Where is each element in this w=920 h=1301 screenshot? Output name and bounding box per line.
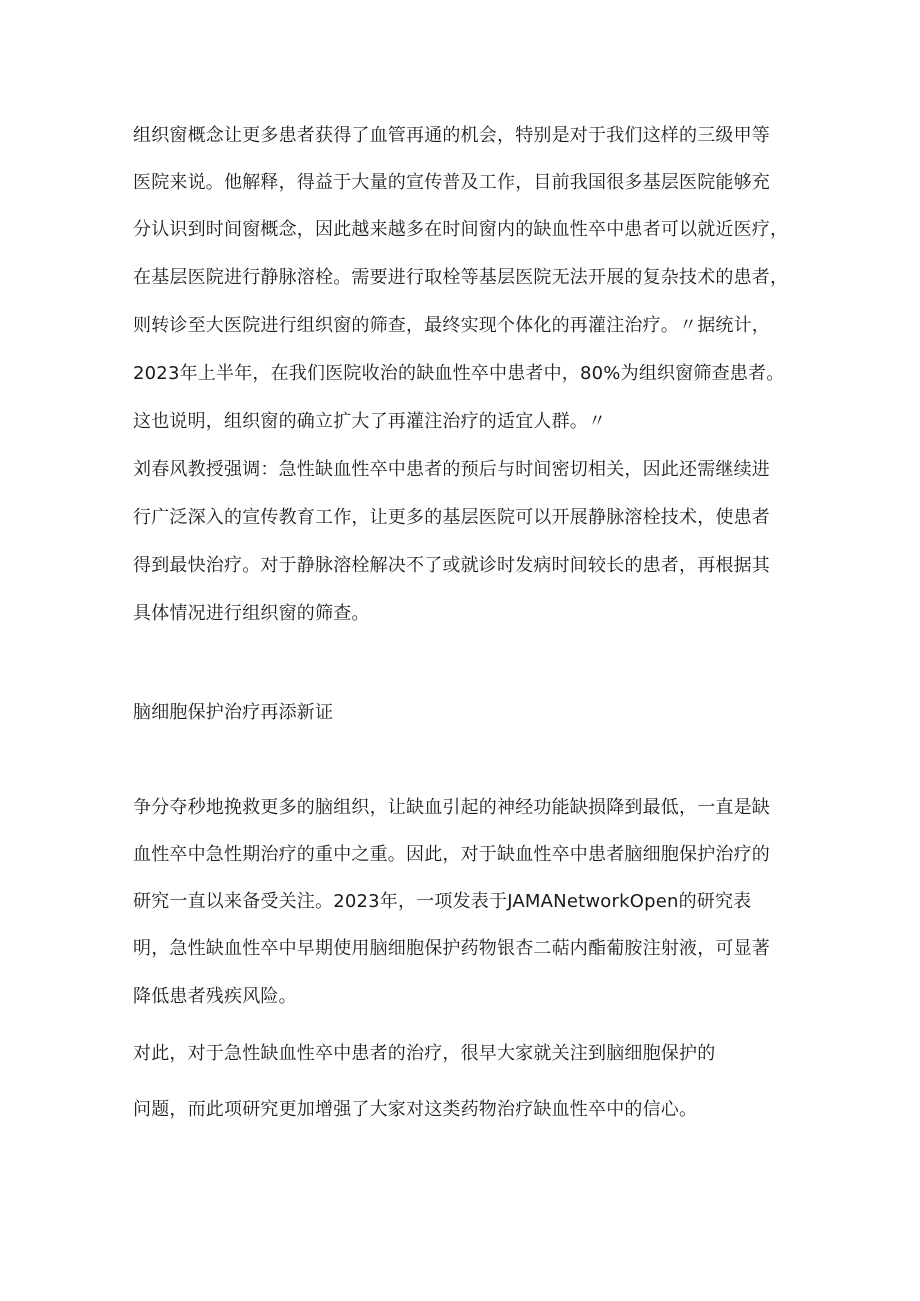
paragraph-1-line-2: 医院来说。他解释，得益于大量的宣传普及工作，目前我国很多基层医院能够充 xyxy=(133,172,770,193)
paragraph-3-line-1: 争分夺秒地挽救更多的脑组织，让缺血引起的神经功能缺损降到最低，一直是缺 xyxy=(133,797,770,818)
paragraph-3-line-2: 血性卒中急性期治疗的重中之重。因此，对于缺血性卒中患者脑细胞保护治疗的 xyxy=(133,844,770,865)
paragraph-1-line-1: 组织窗概念让更多患者获得了血管再通的机会，特别是对于我们这样的三级甲等 xyxy=(133,125,770,146)
paragraph-1-line-7: 这也说明，组织窗的确立扩大了再灌注治疗的适宜人群。〃 xyxy=(133,411,607,432)
paragraph-4-line-1: 对此，对于急性缺血性卒中患者的治疗，很早大家就关注到脑细胞保护的 xyxy=(133,1043,716,1064)
paragraph-2-line-3: 得到最快治疗。对于静脉溶栓解决不了或就诊时发病时间较长的患者，再根据其 xyxy=(133,555,770,576)
paragraph-2-line-1: 刘春风教授强调：急性缺血性卒中患者的预后与时间密切相关，因此还需继续进 xyxy=(133,459,770,480)
paragraph-1-line-5: 则转诊至大医院进行组织窗的筛查，最终实现个体化的再灌注治疗。〃据统计， xyxy=(133,315,770,336)
paragraph-3-line-3: 研究一直以来备受关注。2023年，一项发表于JAMANetworkOpen的研究表 xyxy=(133,891,752,912)
section-heading: 脑细胞保护治疗再添新证 xyxy=(133,702,334,723)
paragraph-1-line-4: 在基层医院进行静脉溶栓。需要进行取栓等基层医院无法开展的复杂技术的患者， xyxy=(133,267,789,288)
paragraph-2-line-4: 具体情况进行组织窗的筛查。 xyxy=(133,603,370,624)
paragraph-2-line-2: 行广泛深入的宣传教育工作，让更多的基层医院可以开展静脉溶栓技术，使患者 xyxy=(133,507,770,528)
paragraph-3-line-5: 降低患者残疾风险。 xyxy=(133,986,297,1007)
paragraph-4-line-2: 问题，而此项研究更加增强了大家对这类药物治疗缺血性卒中的信心。 xyxy=(133,1099,698,1120)
paragraph-1-line-6: 2023年上半年，在我们医院收治的缺血性卒中患者中，80%为组织窗筛查患者。 xyxy=(133,363,785,384)
paragraph-1-line-3: 分认识到时间窗概念，因此越来越多在时间窗内的缺血性卒中患者可以就近医疗， xyxy=(133,219,789,240)
paragraph-3-line-4: 明，急性缺血性卒中早期使用脑细胞保护药物银杏二萜内酯葡胺注射液，可显著 xyxy=(133,938,770,959)
